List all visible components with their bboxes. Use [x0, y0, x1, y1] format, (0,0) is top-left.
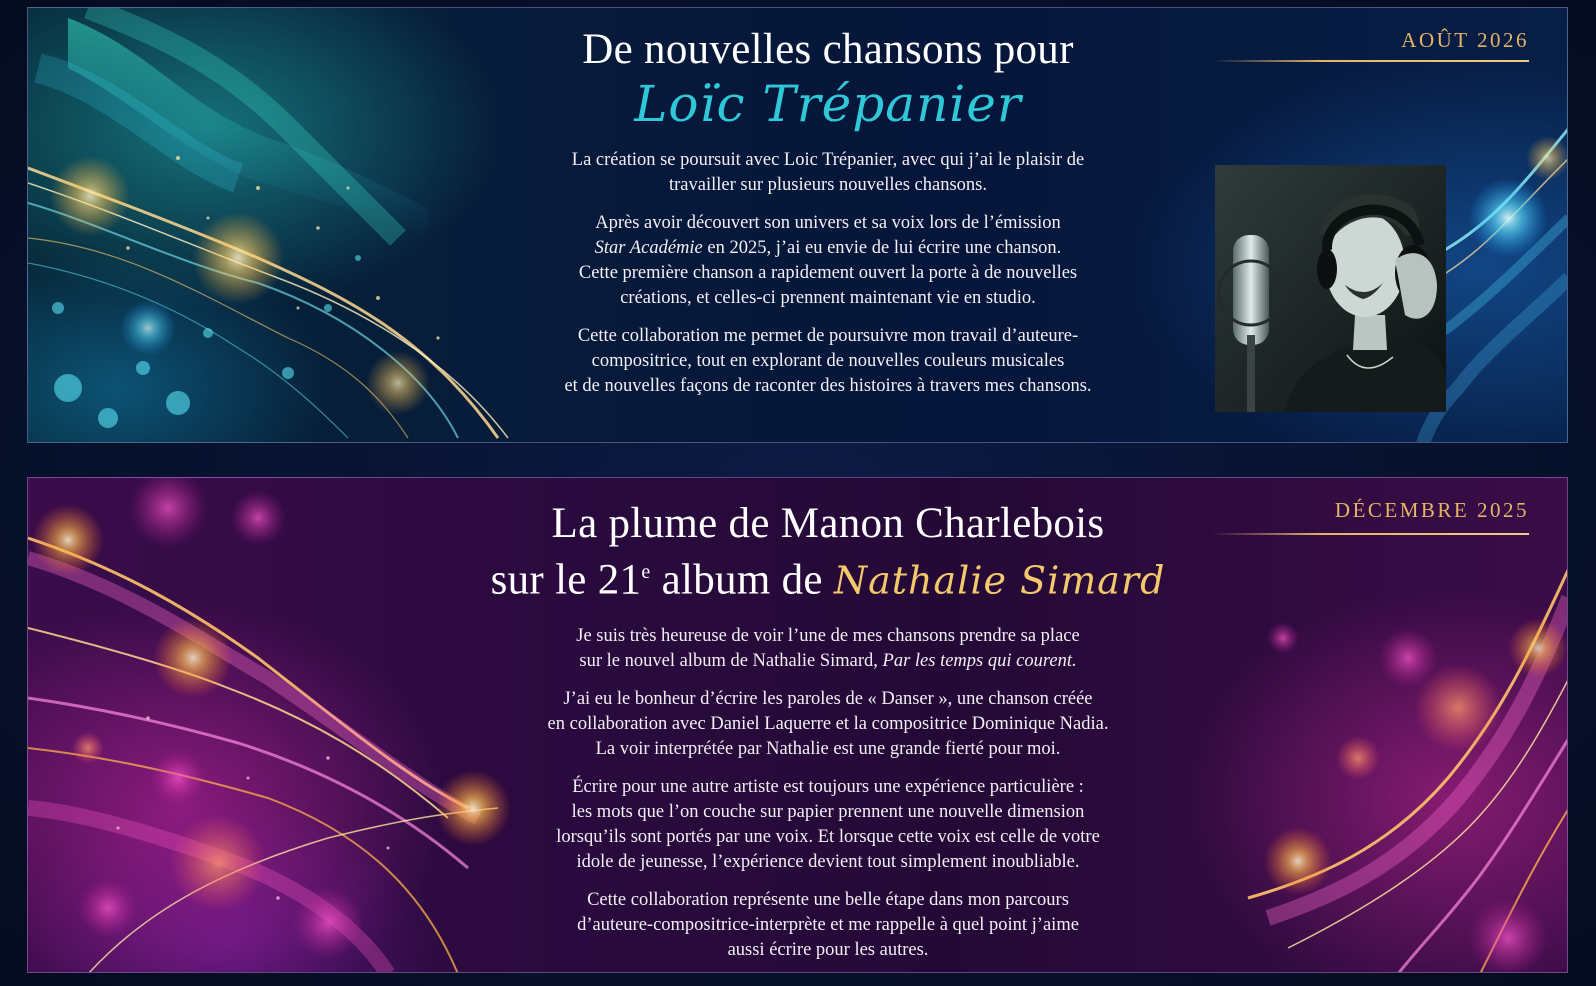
artist-name-script: Nathalie Simard	[833, 558, 1166, 603]
section-title-line-1: La plume de Manon Charlebois	[551, 500, 1105, 547]
show-name-italic: Star Académie	[594, 238, 703, 258]
date-label: AOÛT 2026	[1401, 28, 1529, 52]
news-card-decembre-2025	[27, 477, 1568, 973]
paragraph-2: J’ai eu le bonheur d’écrire les paroles de « Danser », une chanson créée en collaboration avec Daniel Laquerre et la compositrice Dominique Nadia. La voir interprétée par Nathalie est une grande fierté pour moi.	[547, 689, 1109, 760]
paragraph-1: Je suis très heureuse de voir l’une de mes chansons prendre sa place sur le nouvel album de Nathalie Simard, Par les temps qui courent.	[576, 626, 1080, 672]
section-title: De nouvelles chansons pour	[582, 26, 1074, 73]
gold-divider	[1211, 533, 1529, 535]
paragraph-3: Écrire pour une autre artiste est toujours une expérience particulière : les mots que l’on couche sur papier prennent une nouvelle dimension lorsqu’ils sont portés par une voix. Et lorsque cette voix est celle de votre idole de jeunesse, l’expérience devient tout simplement inoubliable.	[556, 777, 1100, 873]
paragraph-4: Cette collaboration représente une belle étape dans mon parcours d’auteure-compositrice-interprète et me rappelle à quel point j’aime aussi écrire pour les autres.	[577, 890, 1079, 961]
date-label: DÉCEMBRE 2025	[1334, 498, 1529, 522]
paragraph-2: Après avoir découvert son univers et sa voix lors de l’émission Star Académie en 2025, j’ai eu envie de lui écrire une chanson. Cette première chanson a rapidement ouvert la porte à de nouvelles créations, et celles-ci prennent maintenant vie en studio.	[578, 213, 1078, 308]
section-title-line-2: sur le 21e album de Nathalie Simard	[490, 556, 1166, 604]
decembre-2025-text-block	[478, 500, 1178, 973]
paragraph-3: Cette collaboration me permet de poursuivre mon travail d’auteure- compositrice, tout en explorant de nouvelles couleurs musicales et de nouvelles façons de raconter des histoires à travers mes chansons.	[564, 326, 1092, 396]
artist-studio-photo	[1215, 165, 1446, 412]
artist-name-script: Loïc Trépanier	[634, 75, 1022, 133]
news-card-aout-2026	[27, 7, 1568, 443]
aout-2026-text-block	[478, 26, 1178, 412]
paragraph-1: La création se poursuit avec Loic Trépanier, avec qui j’ai le plaisir de travailler sur plusieurs nouvelles chansons.	[571, 150, 1085, 195]
gold-divider	[1211, 60, 1529, 62]
album-title-italic: Par les temps qui courent.	[882, 651, 1077, 672]
